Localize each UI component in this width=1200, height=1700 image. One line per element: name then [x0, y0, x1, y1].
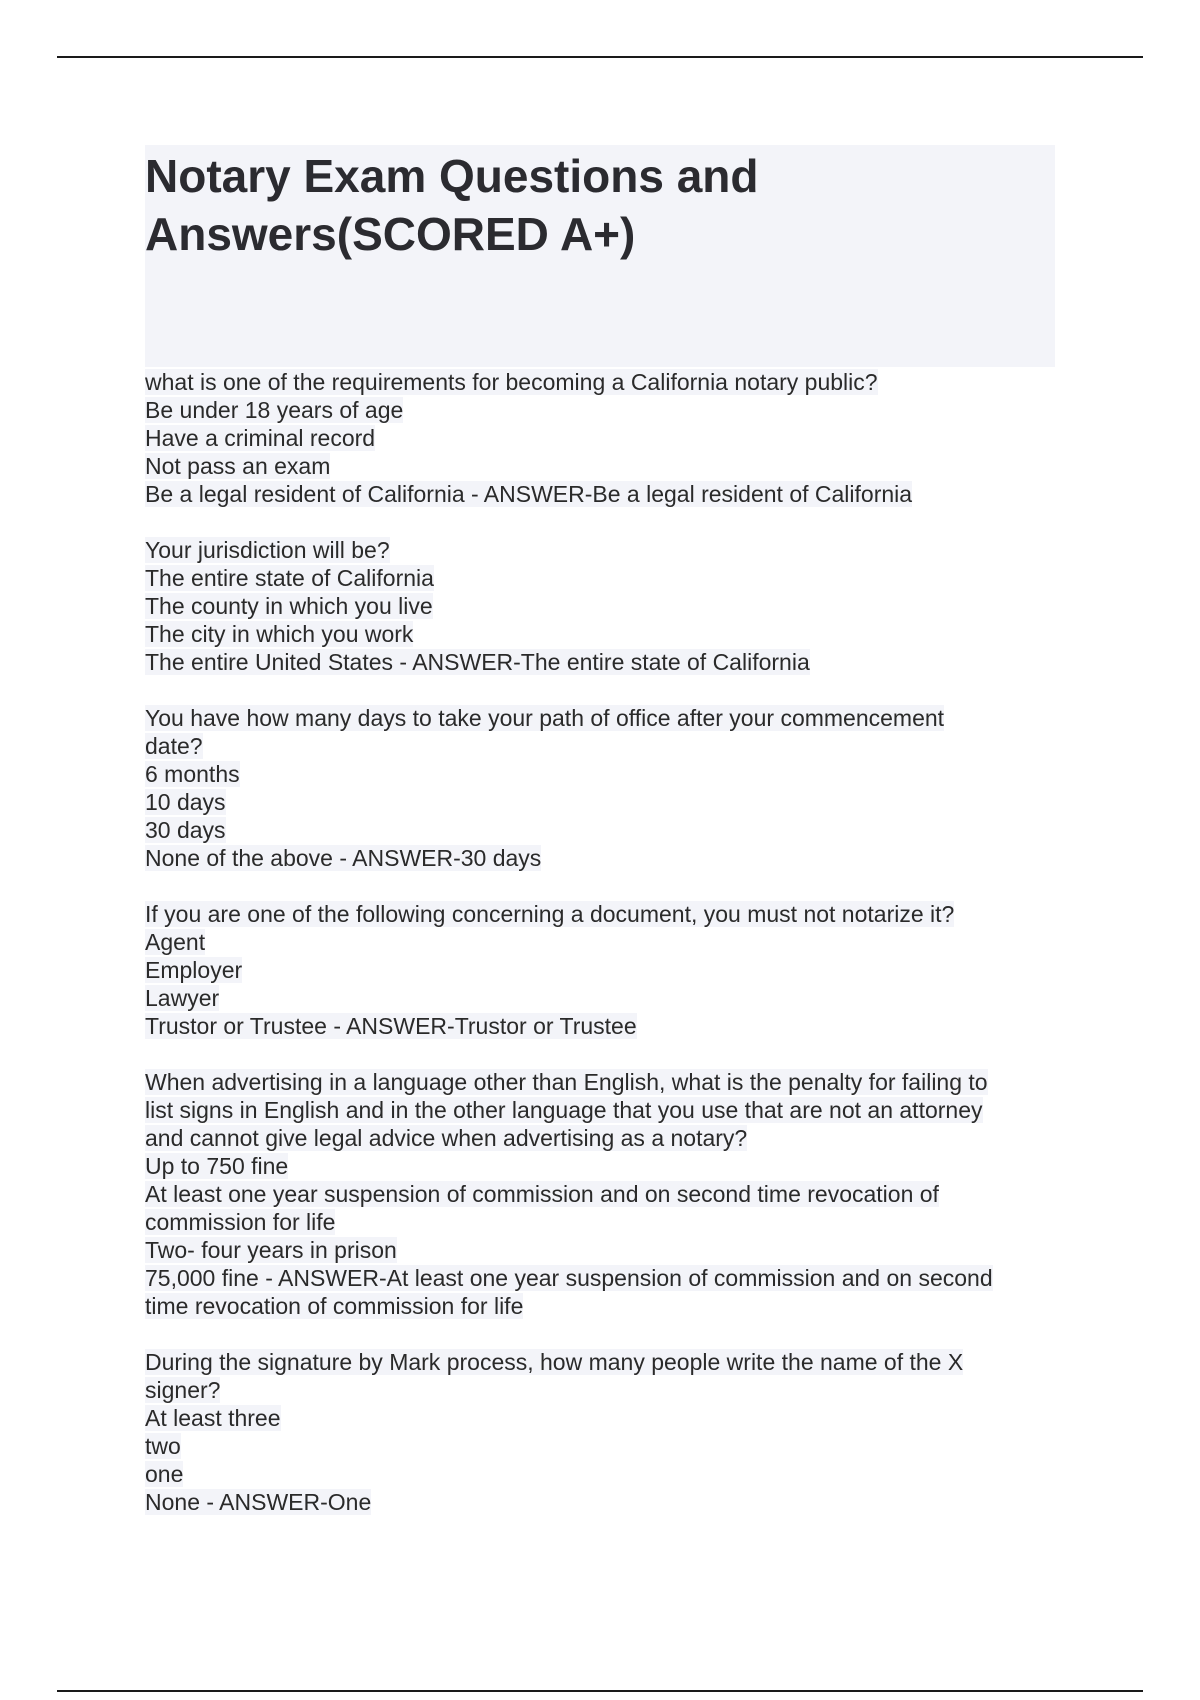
option-text: two [145, 1433, 181, 1459]
option-text: Not pass an exam [145, 453, 331, 479]
question-text: If you are one of the following concerning a document, you must not notarize it? [145, 901, 955, 927]
qa-item [145, 536, 1045, 676]
question-text: what is one of the requirements for becoming a California notary public? [145, 369, 878, 395]
answer-text: time revocation of commission for life [145, 1293, 524, 1319]
question-text: Your jurisdiction will be? [145, 537, 390, 563]
option-text: At least one year suspension of commission and on second time revocation of [145, 1181, 939, 1207]
answer-text: None - ANSWER-One [145, 1489, 372, 1515]
answer-text: Trustor or Trustee - ANSWER-Trustor or Trustee [145, 1013, 637, 1039]
qa-item [145, 1348, 1045, 1516]
option-text: Have a criminal record [145, 425, 376, 451]
option-text: Up to 750 fine [145, 1153, 289, 1179]
question-text: and cannot give legal advice when advertising as a notary? [145, 1125, 748, 1151]
option-text: one [145, 1461, 184, 1487]
answer-text: 75,000 fine - ANSWER-At least one year suspension of commission and on second [145, 1265, 993, 1291]
qa-item [145, 1068, 1045, 1320]
footer-rule [57, 1690, 1143, 1692]
option-text: 6 months [145, 761, 240, 787]
page-title: Notary Exam Questions and Answers(SCORED A+) [145, 150, 759, 260]
qa-list [145, 368, 1045, 1544]
header-rule [57, 56, 1143, 58]
qa-item [145, 704, 1045, 872]
answer-text: None of the above - ANSWER-30 days [145, 845, 542, 871]
qa-item [145, 900, 1045, 1040]
option-text: 30 days [145, 817, 226, 843]
title-block [145, 145, 1055, 367]
option-text: Employer [145, 957, 243, 983]
question-text: During the signature by Mark process, how many people write the name of the X [145, 1349, 964, 1375]
option-text: Two- four years in prison [145, 1237, 397, 1263]
question-text: date? [145, 733, 203, 759]
qa-item [145, 368, 1045, 508]
question-text: You have how many days to take your path of office after your commencement [145, 705, 945, 731]
question-text: list signs in English and in the other language that you use that are not an attorney [145, 1097, 983, 1123]
option-text: Agent [145, 929, 206, 955]
option-text: The county in which you live [145, 593, 433, 619]
answer-text: The entire United States - ANSWER-The entire state of California [145, 649, 810, 675]
option-text: The entire state of California [145, 565, 434, 591]
option-text: commission for life [145, 1209, 336, 1235]
option-text: 10 days [145, 789, 226, 815]
option-text: At least three [145, 1405, 281, 1431]
answer-text: Be a legal resident of California - ANSWER-Be a legal resident of California [145, 481, 913, 507]
option-text: The city in which you work [145, 621, 414, 647]
option-text: Lawyer [145, 985, 220, 1011]
question-text: When advertising in a language other than English, what is the penalty for failing to [145, 1069, 988, 1095]
option-text: Be under 18 years of age [145, 397, 404, 423]
question-text: signer? [145, 1377, 221, 1403]
